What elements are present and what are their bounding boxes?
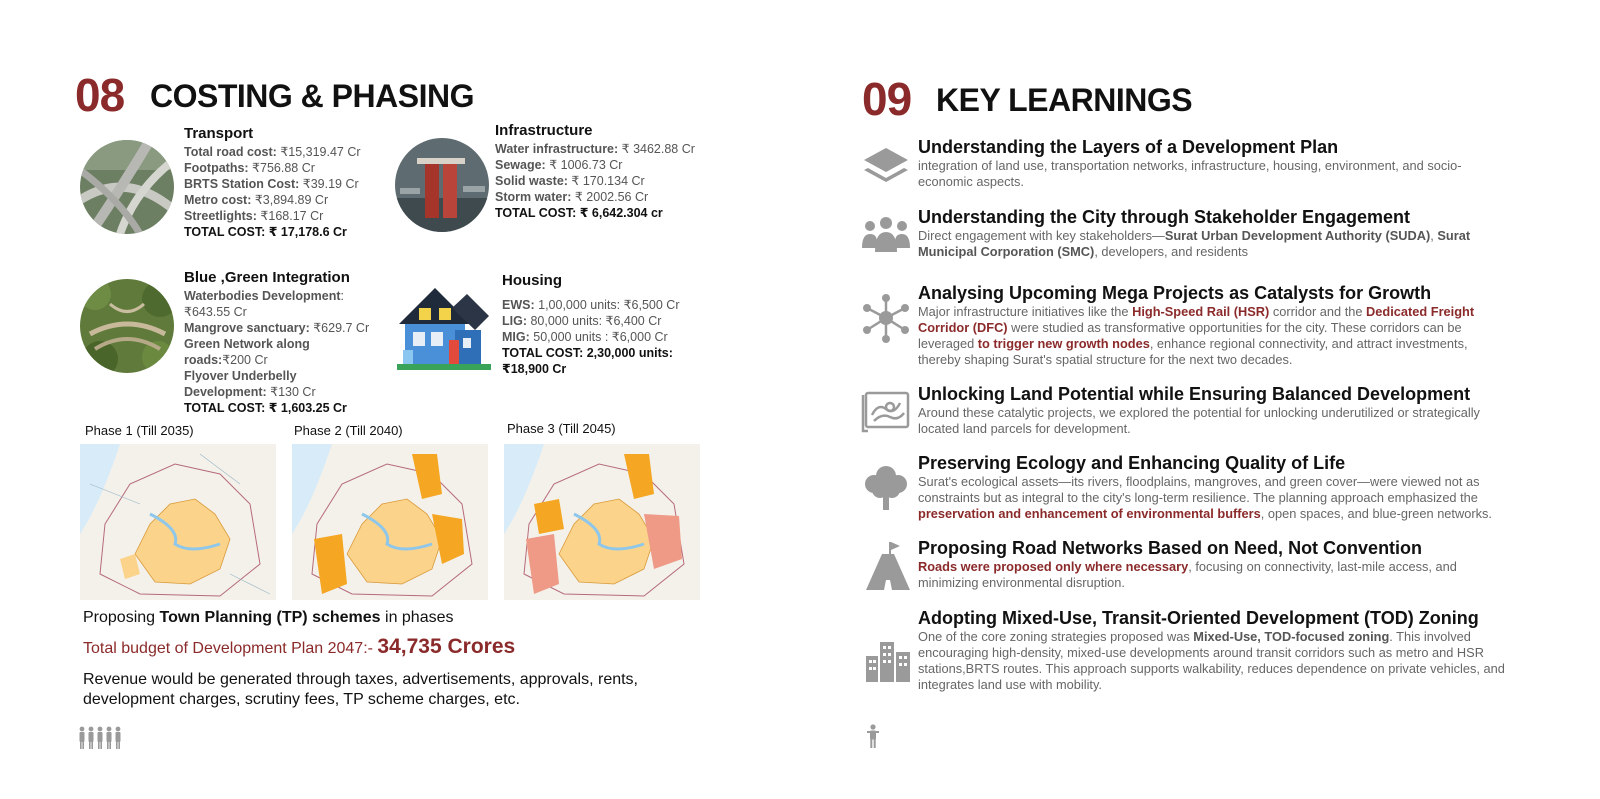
cost-key: Development:	[184, 385, 267, 399]
land-map-icon	[860, 385, 912, 437]
learning-body: One of the core zoning strategies proposed was Mixed-Use, TOD-focused zoning. This involved encouraging high-density, mixed-use developments around transit corridors such as metro and HSR stations,BRTS routes. This approach supports walkability, reduces dependence on private vehicles, and integrates land use with mobility.	[918, 629, 1505, 692]
learning-body: Major infrastructure initiatives like the High-Speed Rail (HSR) corridor and the Dedicated Freight Corridor (DFC) were studied as transformative opportunities for the city. These corridors can be leveraged to trigger new growth nodes, enhance regional connectivity, and attract investments, thereby shaping Surat's spatial structure for the next two decades.	[918, 304, 1475, 367]
cost-key: Streetlights:	[184, 209, 257, 223]
infrastructure-photo	[395, 138, 489, 232]
learning-title: Proposing Road Networks Based on Need, Not Convention	[918, 538, 1423, 558]
total-budget	[83, 635, 515, 659]
infrastructure-block	[495, 122, 725, 221]
cost-value: 80,000 units: ₹6,400 Cr	[527, 314, 662, 328]
cost-value: ₹15,319.47 Cr	[276, 145, 361, 159]
proposing-pre: Proposing	[83, 609, 160, 626]
cost-value: ₹ 170.134 Cr	[567, 174, 645, 188]
section-number: 08	[75, 69, 125, 121]
cost-value: 1,00,000 units: ₹6,500 Cr	[534, 298, 680, 312]
blue-green-block	[184, 269, 394, 416]
tree-icon	[860, 462, 912, 514]
phase-1-map	[80, 444, 276, 600]
cost-value: ₹ 2002.56 Cr	[571, 190, 649, 204]
people-group-icon	[860, 212, 912, 264]
total-cost: TOTAL COST: ₹ 17,178.6 Cr	[184, 225, 347, 239]
cost-value: ₹643.55 Cr	[184, 305, 247, 319]
cost-value: :	[340, 289, 344, 303]
house-illustration	[397, 280, 491, 377]
cost-value: ₹ 3462.88 Cr	[618, 142, 695, 156]
phase-2-map	[292, 444, 488, 600]
learning-title: Understanding the Layers of a Development Plan	[918, 137, 1339, 157]
cost-key: EWS:	[502, 298, 535, 312]
revenue-line: Revenue would be generated through taxes, advertisements, approvals, rents,	[83, 671, 638, 688]
total-cost: TOTAL COST: 2,30,000 units:	[502, 346, 673, 360]
learning-title: Preserving Ecology and Enhancing Quality of Life	[918, 453, 1346, 473]
cost-key: LIG:	[502, 314, 527, 328]
learning-body: Roads were proposed only where necessary, focusing on connectivity, last-mile access, and minimizing environmental disruption.	[918, 559, 1457, 590]
cost-key: Flyover Underbelly	[184, 369, 297, 383]
transport-block	[184, 125, 384, 240]
learning-body: Surat's ecological assets—its rivers, floodplains, mangroves, and green cover—were viewed not as constraints but as integral to the city's long-term resilience. The planning approach emphasized the preservation and enhancement of environmental buffers, open spaces, and blue-green networks.	[918, 474, 1492, 521]
cost-value: ₹629.7 Cr	[309, 321, 370, 335]
section-title: COSTING & PHASING	[150, 78, 474, 114]
learning-item	[918, 538, 1508, 591]
proposing-text	[83, 609, 454, 627]
road-icon	[862, 540, 914, 592]
category-title: Housing	[502, 272, 562, 289]
budget-value: 34,735 Crores	[377, 635, 516, 658]
proposing-bold: Town Planning (TP) schemes	[159, 609, 381, 626]
cost-value: 50,000 units : ₹6,000 Cr	[529, 330, 668, 344]
budget-label: Total budget of Development Plan 2047:-	[83, 640, 378, 657]
learning-item	[918, 608, 1508, 693]
learning-body: Around these catalytic projects, we explored the potential for unlocking underutilized or strategically located land parcels for development.	[918, 405, 1480, 436]
cost-value: ₹39.19 Cr	[299, 177, 359, 191]
learning-title: Unlocking Land Potential while Ensuring Balanced Development	[918, 384, 1471, 404]
total-cost: TOTAL COST: ₹ 6,642.304 cr	[495, 206, 663, 220]
cost-key: Metro cost:	[184, 193, 252, 207]
learning-title: Analysing Upcoming Mega Projects as Catalysts for Growth	[918, 283, 1432, 303]
cost-key: roads:	[184, 353, 223, 367]
layers-icon	[860, 142, 912, 194]
cost-key: Storm water:	[495, 190, 572, 204]
section-title: KEY LEARNINGS	[936, 82, 1193, 118]
person-footer-icon	[866, 724, 880, 753]
cost-key: Sewage:	[495, 158, 546, 172]
learning-body: Direct engagement with key stakeholders—Surat Urban Development Authority (SUDA), Surat Municipal Corporation (SMC), developers, and residents	[918, 228, 1471, 259]
cost-value: ₹130 Cr	[266, 385, 316, 399]
housing-block	[502, 272, 722, 377]
phase-3-label: Phase 3 (Till 2045)	[507, 421, 616, 436]
learning-title: Adopting Mixed-Use, Transit-Oriented Development (TOD) Zoning	[918, 608, 1479, 628]
cost-key: Footpaths:	[184, 161, 249, 175]
cost-key: Mangrove sanctuary:	[184, 321, 310, 335]
learning-item	[918, 283, 1508, 368]
cost-value: ₹200 Cr	[222, 353, 268, 367]
cost-key: Solid waste:	[495, 174, 568, 188]
cost-key: MIG:	[502, 330, 530, 344]
cost-value: ₹756.88 Cr	[248, 161, 315, 175]
cost-key: Waterbodies Development	[184, 289, 341, 303]
transport-photo	[80, 140, 174, 234]
phase-1-label: Phase 1 (Till 2035)	[85, 423, 194, 438]
cost-key: Green Network along	[184, 337, 310, 351]
section-number: 09	[862, 73, 912, 125]
learning-title: Understanding the City through Stakeholder Engagement	[918, 207, 1411, 227]
cost-value: ₹ 1006.73 Cr	[545, 158, 623, 172]
buildings-icon	[862, 636, 914, 688]
learning-item	[918, 453, 1508, 522]
learning-item	[918, 207, 1508, 260]
learning-item	[918, 384, 1508, 437]
proposing-post: in phases	[380, 609, 454, 626]
cost-value: ₹168.17 Cr	[256, 209, 324, 223]
phase-2-label: Phase 2 (Till 2040)	[294, 423, 403, 438]
learning-item	[918, 137, 1508, 190]
network-hub-icon	[860, 292, 912, 344]
category-title: Blue ,Green Integration	[184, 269, 350, 286]
cost-key: BRTS Station Cost:	[184, 177, 300, 191]
total-cost-value: ₹18,900 Cr	[502, 362, 567, 376]
learning-body: integration of land use, transportation networks, infrastructure, housing, environment, and socio-economic aspects.	[918, 158, 1462, 189]
revenue-line: development charges, scrutiny fees, TP scheme charges, etc.	[83, 691, 520, 708]
people-group-footer-icon	[78, 726, 122, 755]
cost-key: Total road cost:	[184, 145, 277, 159]
cost-value: ₹3,894.89 Cr	[251, 193, 329, 207]
phase-3-map	[504, 444, 700, 600]
blue-green-photo	[80, 279, 174, 373]
category-title: Transport	[184, 125, 254, 142]
total-cost: TOTAL COST: ₹ 1,603.25 Cr	[184, 401, 347, 415]
cost-key: Water infrastructure:	[495, 142, 619, 156]
revenue-text	[83, 670, 638, 710]
category-title: Infrastructure	[495, 122, 593, 139]
